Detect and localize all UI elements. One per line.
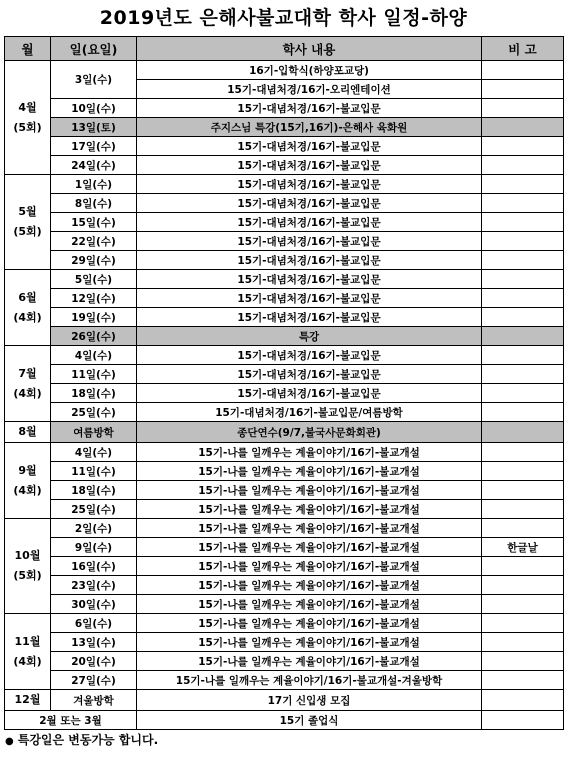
table-row bbox=[5, 137, 564, 156]
table-row bbox=[5, 194, 564, 213]
header-content: 학사 내용 bbox=[137, 37, 482, 61]
table-row bbox=[5, 118, 564, 137]
note-cell bbox=[482, 422, 564, 443]
day-cell: 1일(수) bbox=[51, 175, 137, 194]
content-cell: 15기-대념처경/16기-불교입문 bbox=[137, 251, 482, 270]
content-cell: 15기-대념처경/16기-불교입문 bbox=[137, 346, 482, 365]
content-cell: 17기 신입생 모집 bbox=[137, 690, 482, 711]
content-cell: 15기-대념처경/16기-불교입문 bbox=[137, 308, 482, 327]
month-label: (4회) bbox=[13, 654, 42, 668]
day-cell: 4일(수) bbox=[51, 346, 137, 365]
content-cell: 15기-나를 일깨우는 계율이야기/16기-불교개설 bbox=[137, 614, 482, 633]
table-row bbox=[5, 156, 564, 175]
note-cell bbox=[482, 194, 564, 213]
table-row bbox=[5, 213, 564, 232]
content-cell: 15기-대념처경/16기-불교입문 bbox=[137, 99, 482, 118]
content-cell: 15기-대념처경/16기-불교입문 bbox=[137, 384, 482, 403]
month-cell bbox=[5, 519, 51, 614]
content-cell: 15기-대념처경/16기-불교입문 bbox=[137, 289, 482, 308]
month-label: 5월 bbox=[18, 205, 37, 218]
content-cell: 주지스님 특강(15기,16기)-은해사 육화원 bbox=[137, 118, 482, 137]
table-row bbox=[5, 365, 564, 384]
day-cell: 25일(수) bbox=[51, 403, 137, 422]
table-header-row bbox=[5, 37, 564, 61]
note-cell bbox=[482, 557, 564, 576]
note-cell bbox=[482, 595, 564, 614]
note-cell bbox=[482, 614, 564, 633]
content-cell: 15기-대념처경/16기-불교입문 bbox=[137, 137, 482, 156]
month-label: 6월 bbox=[18, 290, 37, 304]
month-label: 9월 bbox=[18, 463, 37, 477]
note-cell bbox=[482, 519, 564, 538]
day-cell: 18일(수) bbox=[51, 481, 137, 500]
month-label: 7월 bbox=[18, 366, 37, 380]
table-row bbox=[5, 557, 564, 576]
day-cell: 19일(수) bbox=[51, 308, 137, 327]
footnote-text: 특강일은 변동가능 합니다. bbox=[17, 733, 159, 747]
table-row bbox=[5, 633, 564, 652]
table-row bbox=[5, 346, 564, 365]
note-cell bbox=[482, 500, 564, 519]
day-cell: 27일(수) bbox=[51, 671, 137, 690]
month-cell bbox=[5, 614, 51, 690]
note-cell bbox=[482, 671, 564, 690]
day-cell: 2일(수) bbox=[51, 519, 137, 538]
note-cell bbox=[482, 137, 564, 156]
month-label: (4회) bbox=[13, 310, 42, 324]
day-cell: 6일(수) bbox=[51, 614, 137, 633]
note-cell bbox=[482, 99, 564, 118]
day-cell: 12일(수) bbox=[51, 289, 137, 308]
note-cell bbox=[482, 462, 564, 481]
content-cell: 15기-나를 일깨우는 계율이야기/16기-불교개설 bbox=[137, 500, 482, 519]
day-cell: 13일(수) bbox=[51, 633, 137, 652]
note-cell bbox=[482, 61, 564, 80]
table-row bbox=[5, 500, 564, 519]
header-month: 월 bbox=[5, 37, 51, 61]
table-row bbox=[5, 652, 564, 671]
note-cell bbox=[482, 346, 564, 365]
day-cell: 5일(수) bbox=[51, 270, 137, 289]
month-label: (5회) bbox=[13, 120, 42, 134]
graduation-date-cell: 2월 또는 3월 bbox=[5, 711, 137, 730]
content-cell: 15기-대념처경/16기-불교입문 bbox=[137, 175, 482, 194]
page-title: 2019년도 은해사불교대학 학사 일정-하양 bbox=[99, 7, 468, 29]
note-cell bbox=[482, 711, 564, 730]
note-cell bbox=[482, 270, 564, 289]
note-cell bbox=[482, 232, 564, 251]
month-label: (4회) bbox=[13, 483, 42, 497]
day-cell: 17일(수) bbox=[51, 137, 137, 156]
content-cell: 15기-나를 일깨우는 계율이야기/16기-불교개설 bbox=[137, 576, 482, 595]
month-cell bbox=[5, 690, 51, 711]
content-cell: 15기 졸업식 bbox=[137, 711, 482, 730]
note-cell bbox=[482, 576, 564, 595]
content-cell: 15기-대념처경/16기-불교입문 bbox=[137, 156, 482, 175]
day-cell: 18일(수) bbox=[51, 384, 137, 403]
month-label: (4회) bbox=[13, 386, 42, 400]
note-cell bbox=[482, 118, 564, 137]
table-row bbox=[5, 99, 564, 118]
table-row bbox=[5, 384, 564, 403]
note-cell bbox=[482, 481, 564, 500]
day-cell: 13일(토) bbox=[51, 118, 137, 137]
header-note: 비 고 bbox=[482, 37, 564, 61]
table-row bbox=[5, 61, 564, 80]
table-row bbox=[5, 538, 564, 557]
table-row bbox=[5, 270, 564, 289]
day-cell: 30일(수) bbox=[51, 595, 137, 614]
day-cell: 8일(수) bbox=[51, 194, 137, 213]
content-cell: 15기-나를 일깨우는 계율이야기/16기-불교개설 bbox=[137, 462, 482, 481]
content-cell: 15기-나를 일깨우는 계율이야기/16기-불교개설 bbox=[137, 443, 482, 462]
header-day: 일(요일) bbox=[51, 37, 137, 61]
content-cell: 15기-나를 일깨우는 계율이야기/16기-불교개설 bbox=[137, 557, 482, 576]
note-cell bbox=[482, 633, 564, 652]
content-cell: 15기-대념처경/16기-불교입문 bbox=[137, 365, 482, 384]
content-cell: 15기-대념처경/16기-오리엔테이션 bbox=[137, 80, 482, 99]
month-label: 4월 bbox=[18, 100, 37, 114]
day-cell: 3일(수) bbox=[51, 61, 137, 99]
table-row bbox=[5, 403, 564, 422]
content-cell: 15기-대념처경/16기-불교입문/여름방학 bbox=[137, 403, 482, 422]
content-cell: 15기-나를 일깨우는 계율이야기/16기-불교개설 bbox=[137, 481, 482, 500]
note-cell bbox=[482, 80, 564, 99]
table-row bbox=[5, 308, 564, 327]
content-cell: 15기-나를 일깨우는 계율이야기/16기-불교개설 bbox=[137, 595, 482, 614]
day-cell: 11일(수) bbox=[51, 462, 137, 481]
month-label: 12월 bbox=[14, 693, 41, 706]
footnote bbox=[5, 731, 567, 749]
table-body bbox=[5, 61, 564, 730]
table-row bbox=[5, 462, 564, 481]
note-cell bbox=[482, 289, 564, 308]
content-cell: 16기-입학식(하양포교당) bbox=[137, 61, 482, 80]
month-cell bbox=[5, 346, 51, 422]
table-row bbox=[5, 519, 564, 538]
table-row bbox=[5, 422, 564, 443]
table-row bbox=[5, 251, 564, 270]
content-cell: 15기-나를 일깨우는 계율이야기/16기-불교개설 bbox=[137, 652, 482, 671]
month-cell bbox=[5, 61, 51, 175]
content-cell: 특강 bbox=[137, 327, 482, 346]
note-cell bbox=[482, 384, 564, 403]
note-cell bbox=[482, 327, 564, 346]
day-cell: 23일(수) bbox=[51, 576, 137, 595]
note-cell: 한글날 bbox=[482, 538, 564, 557]
day-cell: 16일(수) bbox=[51, 557, 137, 576]
table-row bbox=[5, 327, 564, 346]
table-row bbox=[5, 614, 564, 633]
month-cell bbox=[5, 175, 51, 270]
note-cell bbox=[482, 308, 564, 327]
month-label: (5회) bbox=[13, 569, 42, 582]
day-cell: 겨울방학 bbox=[51, 690, 137, 711]
day-cell: 26일(수) bbox=[51, 327, 137, 346]
month-label: (5회) bbox=[13, 225, 42, 238]
content-cell: 15기-나를 일깨우는 계율이야기/16기-불교개설 bbox=[137, 633, 482, 652]
note-cell bbox=[482, 652, 564, 671]
content-cell: 15기-나를 일깨우는 계율이야기/16기-불교개설-겨울방학 bbox=[137, 671, 482, 690]
content-cell: 15기-대념처경/16기-불교입문 bbox=[137, 194, 482, 213]
note-cell bbox=[482, 365, 564, 384]
note-cell bbox=[482, 690, 564, 711]
bullet-icon: ● bbox=[5, 736, 14, 747]
day-cell: 24일(수) bbox=[51, 156, 137, 175]
table-row bbox=[5, 175, 564, 194]
month-label: 8월 bbox=[18, 425, 37, 438]
table-row bbox=[5, 289, 564, 308]
content-cell: 15기-대념처경/16기-불교입문 bbox=[137, 232, 482, 251]
day-cell: 29일(수) bbox=[51, 251, 137, 270]
table-row bbox=[5, 576, 564, 595]
day-cell: 여름방학 bbox=[51, 422, 137, 443]
day-cell: 10일(수) bbox=[51, 99, 137, 118]
schedule-table bbox=[4, 36, 564, 730]
table-row bbox=[5, 232, 564, 251]
note-cell bbox=[482, 213, 564, 232]
table-row bbox=[5, 690, 564, 711]
month-cell bbox=[5, 422, 51, 443]
note-cell bbox=[482, 443, 564, 462]
content-cell: 15기-나를 일깨우는 계율이야기/16기-불교개설 bbox=[137, 538, 482, 557]
content-cell: 15기-대념처경/16기-불교입문 bbox=[137, 213, 482, 232]
day-cell: 9일(수) bbox=[51, 538, 137, 557]
day-cell: 15일(수) bbox=[51, 213, 137, 232]
table-row bbox=[5, 671, 564, 690]
day-cell: 4일(수) bbox=[51, 443, 137, 462]
table-row bbox=[5, 443, 564, 462]
table-row bbox=[5, 595, 564, 614]
content-cell: 15기-나를 일깨우는 계율이야기/16기-불교개설 bbox=[137, 519, 482, 538]
note-cell bbox=[482, 403, 564, 422]
day-cell: 20일(수) bbox=[51, 652, 137, 671]
content-cell: 종단연수(9/7,불국사문화회관) bbox=[137, 422, 482, 443]
content-cell: 15기-대념처경/16기-불교입문 bbox=[137, 270, 482, 289]
month-label: 11월 bbox=[14, 634, 41, 648]
day-cell: 11일(수) bbox=[51, 365, 137, 384]
table-row bbox=[5, 481, 564, 500]
day-cell: 25일(수) bbox=[51, 500, 137, 519]
month-cell bbox=[5, 270, 51, 346]
table-row bbox=[5, 711, 564, 730]
note-cell bbox=[482, 175, 564, 194]
note-cell bbox=[482, 251, 564, 270]
note-cell bbox=[482, 156, 564, 175]
month-label: 10월 bbox=[14, 549, 41, 562]
day-cell: 22일(수) bbox=[51, 232, 137, 251]
month-cell bbox=[5, 443, 51, 519]
